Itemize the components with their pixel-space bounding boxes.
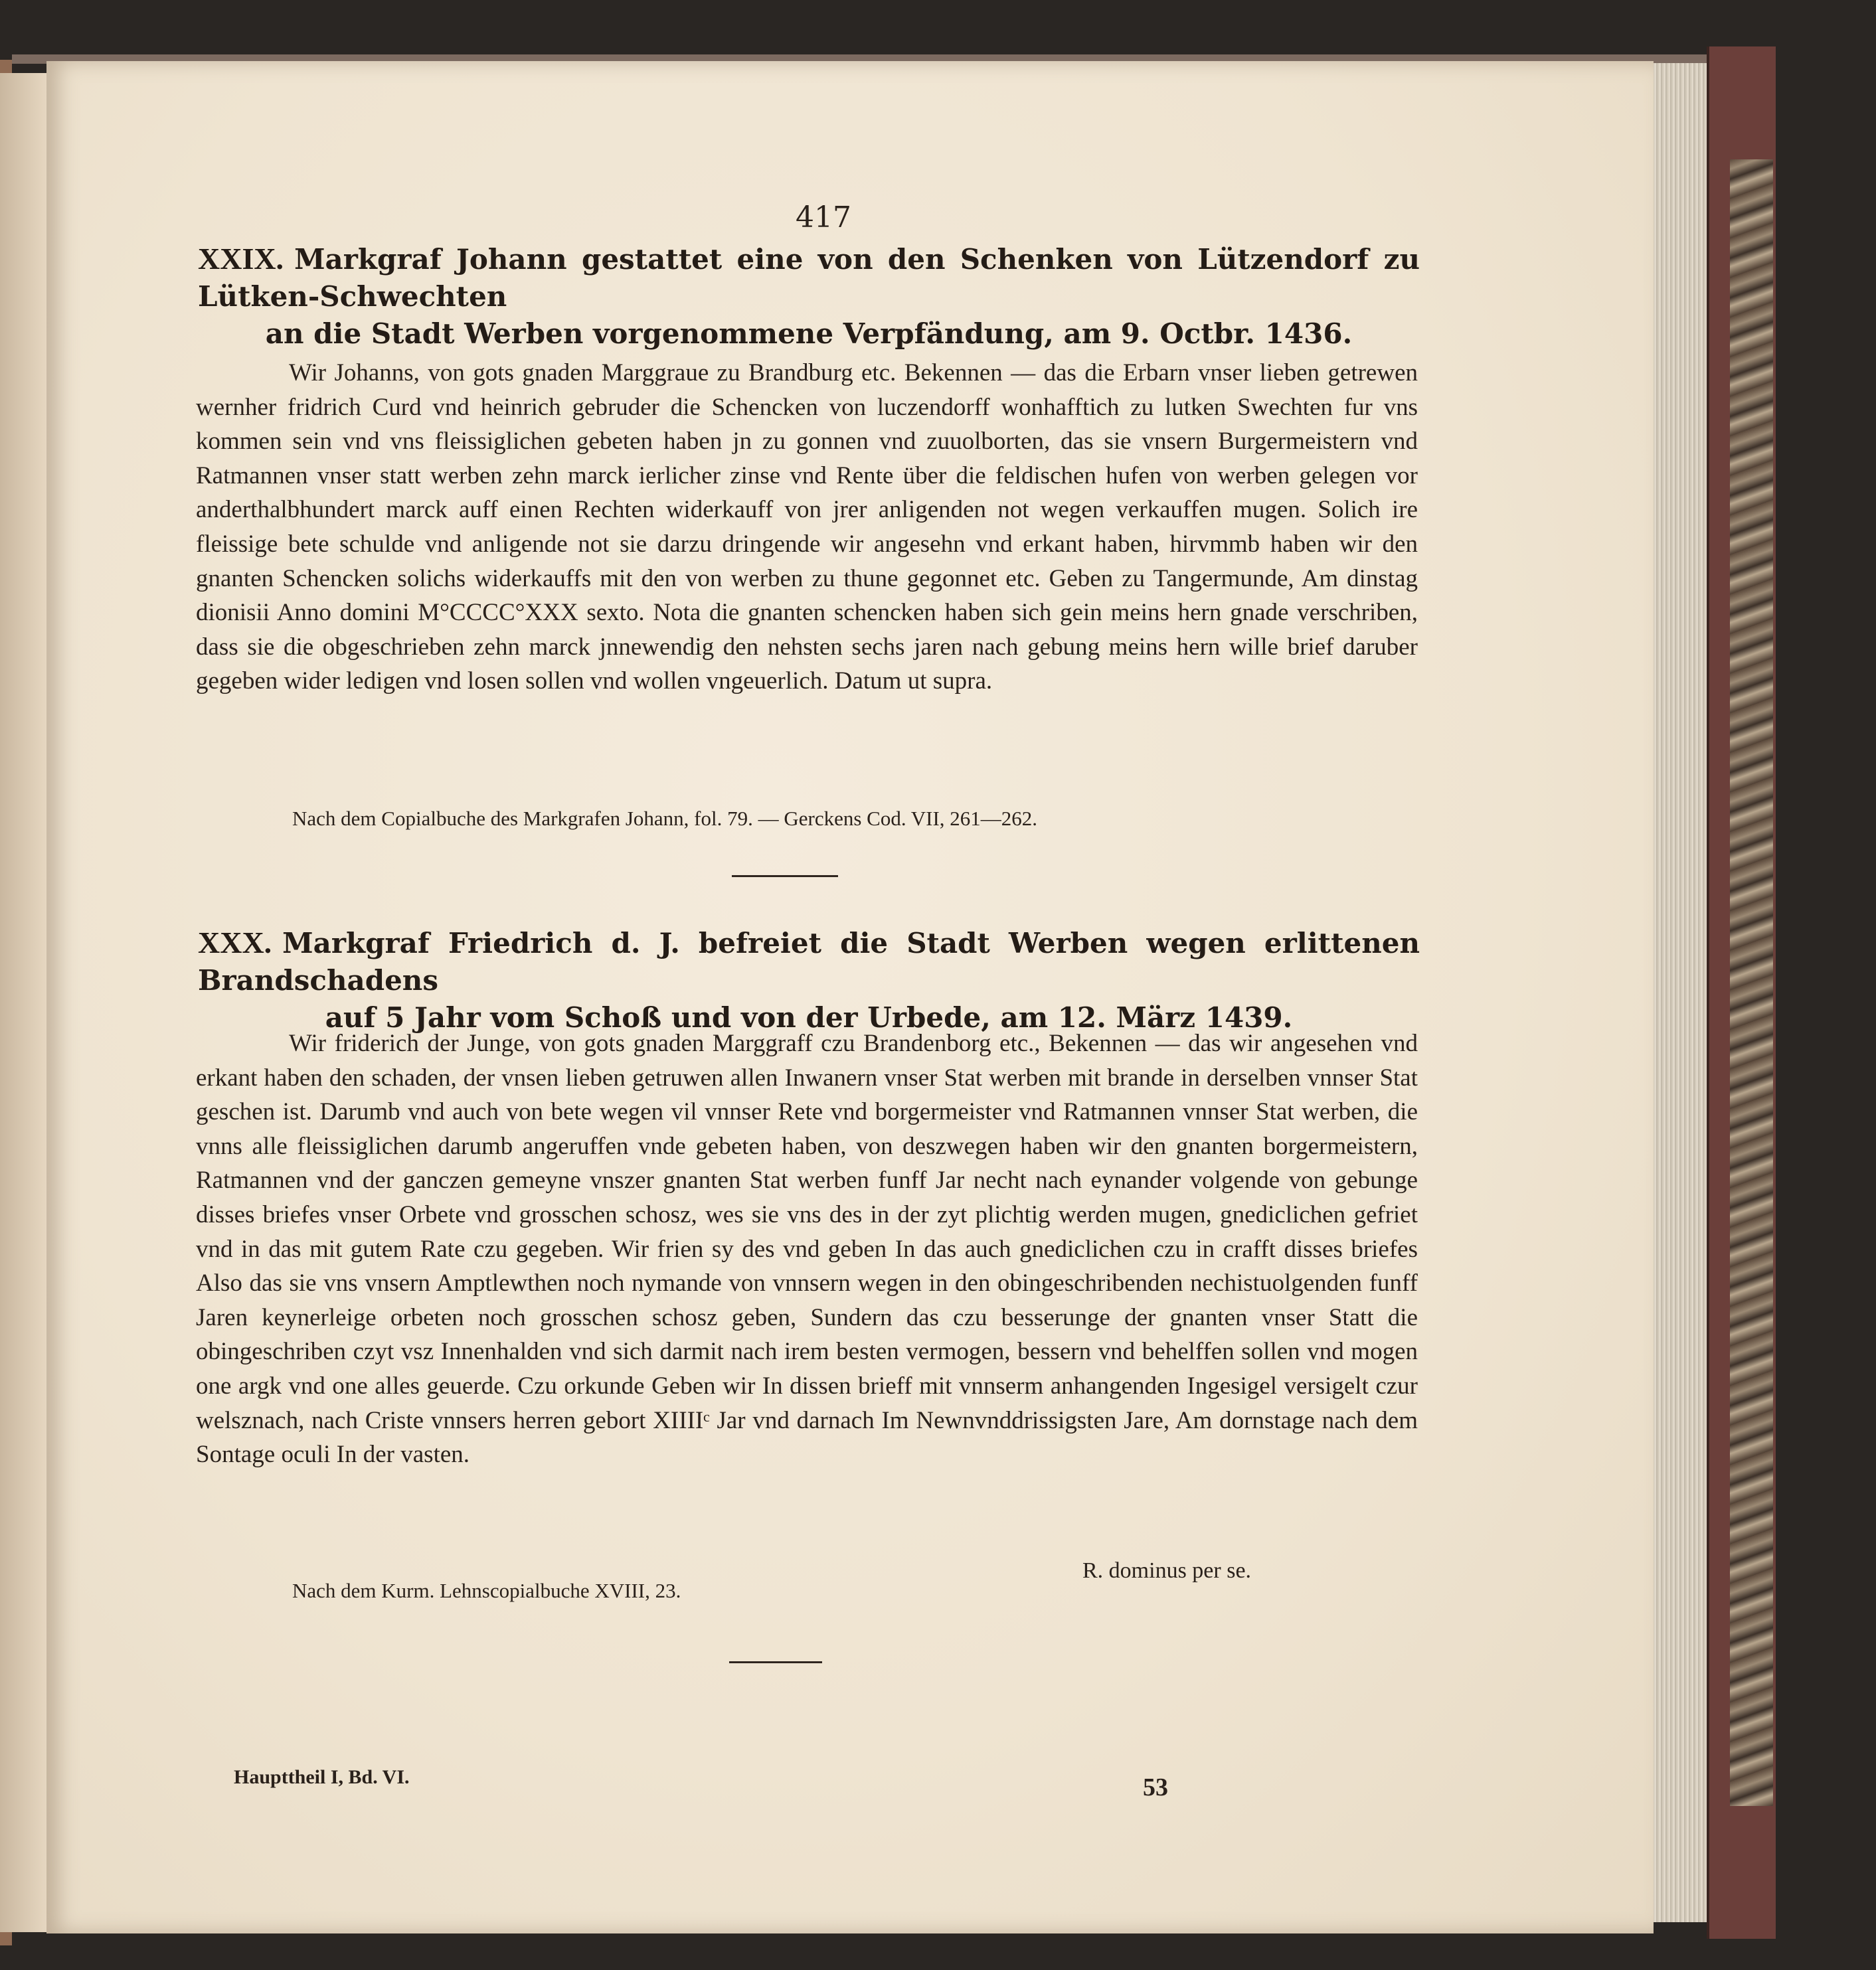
doc2-heading bbox=[198, 924, 1420, 1036]
doc1-body: Wir Johanns, von gots gnaden Marggraue zu Brandburg etc. Bekennen — das die Erbarn vnser lieben getrewen wernher fridrich Curd vnd heinrich gebruder die Schencken von luczendorff wonhafftich zu lutken Swechten fur vns kommen sein vnd vns fleissiglichen gebeten haben jn zu gonnen vnd zuuolborten, das sie vnsern Burgermeistern vnd Ratmannen vnser statt werben zehn marck ierlicher zinse vnd Rente über die feldischen hufen von werben gelegen vor anderthalbhundert marck auff einen Rechten widerkauff von jrer anligenden not wegen verkauffen mugen. Solich ire fleissige bete schulde vnd anligende not sie darzu dringende wir angesehn vnd erkant haben, hirvmmb haben wir den gnanten Schencken solichs widerkauffs mit den von werben zu thune gegonnet etc. Geben zu Tangermunde, Am dinstag dionisii Anno domini M°CCCC°XXX sexto. Nota die gnanten schencken haben sich gein meins hern gnade verschriben, dass sie die obgeschrieben zehn marck jnnewendig den nehsten sechs jaren nach gebung meins hern wille brief daruber gegeben wider ledigen vnd losen sollen vnd wollen vngeuerlich. Datum ut supra. bbox=[196, 359, 1418, 695]
marbled-cover bbox=[1730, 159, 1773, 1806]
left-page-edge bbox=[0, 73, 48, 1932]
doc1-title-line2: an die Stadt Werben vorgenommene Verpfändung, am 9. Octbr. 1436. bbox=[265, 317, 1353, 350]
doc2-number: XXX. bbox=[198, 926, 272, 959]
doc1-number: XXIX. bbox=[198, 242, 284, 276]
doc1-heading bbox=[198, 240, 1420, 353]
doc1-title-line1: Markgraf Johann gestattet eine von den Schenken von Lützendorf zu Lütken-Schwechten bbox=[198, 243, 1420, 313]
page-block-edge bbox=[1654, 63, 1707, 1922]
doc2-signature: R. dominus per se. bbox=[1082, 1558, 1252, 1583]
doc2-title-line2: auf 5 Jahr vom Schoß und von der Urbede, am 12. März 1439. bbox=[325, 1001, 1293, 1034]
footer-signature-mark: 53 bbox=[1143, 1773, 1168, 1801]
doc2-title-line1: Markgraf Friedrich d. J. befreiet die Stadt Werben wegen erlittenen Brandschadens bbox=[198, 927, 1420, 997]
doc2-body: Wir friderich der Junge, von gots gnaden Marggraff czu Brandenborg etc., Bekennen — das wir angesehen vnd erkant haben den schaden, der vnsen lieben getruwen allen Inwanern vnser Stat werben mit brande in derselben vnnser Stat geschen ist. Darumb vnd auch von bete wegen vil vnnser Rete vnd borgermeister vnd Ratmannen vnnser Stat werben, die vnns alle fleissiglichen darumb angeruffen vnde gebeten haben, von deszwegen haben wir den gnanten borgermeistern, Ratmannen vnd der ganczen gemeyne vnszer gnanten Stat werben funff Jar necht nach eynander volgende von gebunge disses briefes vnser Orbete vnd grosschen schosz, wes sie vns des in der zyt plichtig werden mugen, gnediclichen gefriet vnd in das mit gutem Rate czu gegeben. Wir frien sy des vnd geben In das auch gnediclichen czu in crafft disses briefes Also das sie vns vnsern Amptlewthen noch nymande von vnnsern wegen in den obingeschribenden nechistuolgenden funff Jaren keynerleige orbeten noch grosschen schosz geben, Sundern das czu besserunge der gnanten vnser Statt die obingeschriben czyt vsz Innenhalden vnd sich darmit nach irem besten vermogen, bessern vnd behelffen sollen vnd mogen one argk vnd one alles geuerde. Czu orkunde Geben wir In dissen brieff mit vnnserm anhangenden Ingesigel versigelt czur welsznach, nach Criste vnnsers herren gebort XIIIIᶜ Jar vnd darnach Im Newnvnddrissigsten Jare, Am dornstage nach dem Sontage oculi In der vasten. bbox=[196, 1030, 1418, 1469]
doc1-source: Nach dem Copialbuche des Markgrafen Johann, fol. 79. — Gerckens Cod. VII, 261—262. bbox=[292, 807, 1038, 830]
footer-volume: Haupttheil I, Bd. VI. bbox=[234, 1766, 410, 1788]
page-number: 417 bbox=[796, 201, 851, 234]
separator-rule bbox=[732, 875, 838, 877]
doc2-source: Nach dem Kurm. Lehnscopialbuche XVIII, 23. bbox=[292, 1579, 681, 1602]
separator-rule-2 bbox=[729, 1661, 822, 1663]
